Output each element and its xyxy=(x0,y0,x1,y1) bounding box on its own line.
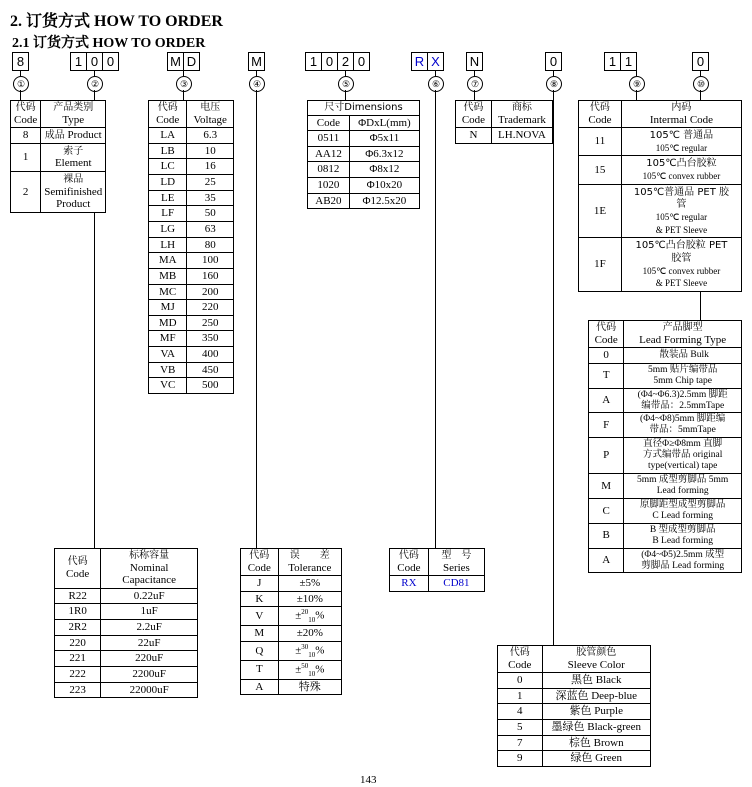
table-row xyxy=(149,284,234,300)
table-cell: 成品 Product xyxy=(41,128,106,144)
table-header: 胶管颜色 Sleeve Color xyxy=(542,646,651,673)
table-row xyxy=(390,576,485,592)
table-cell: ±$^{30}_{10}$% xyxy=(278,641,341,660)
table-cell: (Φ4~Φ5)2.5mm 成型 剪脚品 Lead forming xyxy=(624,548,742,573)
table-cell: ±$^{20}_{10}$% xyxy=(278,607,341,626)
table-cell: 222 xyxy=(55,666,101,682)
table-cell: LA xyxy=(149,128,187,144)
table-header: 产品脚型 Lead Forming Type xyxy=(624,321,742,348)
table-row xyxy=(241,607,342,626)
table-cell: 221 xyxy=(55,651,101,667)
table-cell: 105℃普通品 PET 胶 管 105℃ regular & PET Sleeve xyxy=(621,184,741,238)
table-cell: 8 xyxy=(11,128,41,144)
table-cell: A xyxy=(589,388,624,413)
table-cell: MC xyxy=(149,284,187,300)
table-cell: Φ6.3x12 xyxy=(349,146,419,162)
table-row xyxy=(498,751,651,767)
table-cell: VA xyxy=(149,347,187,363)
voltage-table xyxy=(148,100,234,394)
table-row xyxy=(589,523,742,548)
table-row xyxy=(579,238,742,292)
lead-line xyxy=(183,71,184,76)
page-title: 2. 订货方式 HOW TO ORDER xyxy=(10,13,223,30)
table-header: 商标 Trademark xyxy=(491,101,552,128)
lead-line xyxy=(256,90,257,548)
table-row xyxy=(149,237,234,253)
table-cell: LE xyxy=(149,190,187,206)
pn-group-6 xyxy=(411,52,444,71)
pn-cell: 1 xyxy=(620,52,637,71)
table-row xyxy=(498,735,651,751)
table-cell: 2 xyxy=(11,172,41,213)
table-header: 代码 Code xyxy=(589,321,624,348)
table-cell: 黑色 Black xyxy=(542,673,651,689)
lead-line xyxy=(553,90,554,645)
table-header: 代码 Code xyxy=(579,101,622,128)
table-row xyxy=(149,253,234,269)
internal-code-table xyxy=(578,100,742,292)
table-cell: LH xyxy=(149,237,187,253)
table-cell: M xyxy=(589,474,624,499)
table-row xyxy=(589,438,742,474)
table-cell: MB xyxy=(149,268,187,284)
table-row xyxy=(11,172,106,213)
table-cell: 原脚距型成型剪脚品 C Lead forming xyxy=(624,498,742,523)
lead-forming-table xyxy=(588,320,742,573)
table-cell: 深蓝色 Deep-blue xyxy=(542,688,651,704)
table-row xyxy=(55,620,198,636)
table-cell: 0511 xyxy=(308,131,350,147)
lead-line xyxy=(345,90,346,100)
table-cell: 紫色 Purple xyxy=(542,704,651,720)
table-header: 误 差 Tolerance xyxy=(278,549,341,576)
pn-group-8 xyxy=(545,52,562,71)
table-row xyxy=(308,178,420,194)
table-cell: 15 xyxy=(579,156,622,184)
table-header: 代码 Code xyxy=(11,101,41,128)
table-cell: F xyxy=(589,413,624,438)
table-row xyxy=(149,190,234,206)
table-cell: ±20% xyxy=(278,626,341,642)
table-header: 标称容量 Nominal Capacitance xyxy=(101,549,198,589)
table-cell: 5mm 贴片编带品 5mm Chip tape xyxy=(624,363,742,388)
sleeve-color-table xyxy=(497,645,651,767)
table-row xyxy=(55,666,198,682)
pn-cell: 0 xyxy=(102,52,119,71)
table-row xyxy=(579,128,742,156)
pn-group-1 xyxy=(12,52,29,71)
table-row xyxy=(11,128,106,144)
table-row xyxy=(149,315,234,331)
table-cell: LG xyxy=(149,221,187,237)
table-header: 产品类别 Type xyxy=(41,101,106,128)
table-row xyxy=(456,128,553,144)
table-row xyxy=(498,704,651,720)
table-cell: 35 xyxy=(187,190,234,206)
marker-4: ④ xyxy=(249,76,265,92)
table-row xyxy=(241,576,342,592)
pn-group-3 xyxy=(167,52,200,71)
table-row xyxy=(589,498,742,523)
table-cell: LD xyxy=(149,175,187,191)
pn-cell: 0 xyxy=(86,52,103,71)
table-row xyxy=(149,128,234,144)
table-cell: 0812 xyxy=(308,162,350,178)
lead-line xyxy=(256,71,257,76)
dimensions-table xyxy=(307,100,420,209)
table-cell: 2.2uF xyxy=(101,620,198,636)
table-row xyxy=(579,184,742,238)
table-cell: 墨绿色 Black-green xyxy=(542,720,651,736)
lead-line xyxy=(435,90,436,548)
table-cell: 绿色 Green xyxy=(542,751,651,767)
marker-7: ⑦ xyxy=(467,76,483,92)
table-row xyxy=(55,588,198,604)
table-row xyxy=(149,362,234,378)
table-cell: Φ12.5x20 xyxy=(349,193,419,209)
table-row xyxy=(149,347,234,363)
table-cell: 450 xyxy=(187,362,234,378)
table-cell: 1 xyxy=(498,688,543,704)
table-header: ΦDxL(mm) xyxy=(349,115,419,131)
table-header: 代码 Code xyxy=(241,549,279,576)
table-row xyxy=(241,660,342,679)
table-header: 型 号 Series xyxy=(428,549,484,576)
pn-group-4 xyxy=(248,52,265,71)
table-row xyxy=(149,378,234,394)
table-cell: C xyxy=(589,498,624,523)
table-cell: 160 xyxy=(187,268,234,284)
table-cell: 裸品 Semifinished Product xyxy=(41,172,106,213)
table-cell: 10 xyxy=(187,143,234,159)
table-cell: 105℃凸台胶粒 105℃ convex rubber xyxy=(621,156,741,184)
marker-2: ② xyxy=(87,76,103,92)
table-cell: Φ8x12 xyxy=(349,162,419,178)
table-row xyxy=(498,673,651,689)
table-row xyxy=(149,143,234,159)
table-cell: Q xyxy=(241,641,279,660)
lead-line xyxy=(636,71,637,76)
table-cell: ±10% xyxy=(278,591,341,607)
page-number: 143 xyxy=(360,774,377,786)
table-row xyxy=(308,162,420,178)
table-header: 电压 Voltage xyxy=(187,101,234,128)
series-table xyxy=(389,548,485,592)
table-cell: 棕色 Brown xyxy=(542,735,651,751)
pn-cell: 0 xyxy=(353,52,370,71)
table-row xyxy=(149,331,234,347)
table-cell: 1E xyxy=(579,184,622,238)
table-cell: 1 xyxy=(11,143,41,171)
table-cell: J xyxy=(241,576,279,592)
pn-cell: 8 xyxy=(12,52,29,71)
tolerance-table xyxy=(240,548,342,695)
lead-line xyxy=(435,71,436,76)
table-row xyxy=(55,651,198,667)
trademark-table xyxy=(455,100,553,144)
table-cell: 4 xyxy=(498,704,543,720)
lead-line xyxy=(94,71,95,76)
table-cell: 500 xyxy=(187,378,234,394)
pn-cell: 1 xyxy=(70,52,87,71)
table-cell: 散装品 Bulk xyxy=(624,348,742,364)
table-row xyxy=(589,388,742,413)
lead-line xyxy=(474,71,475,76)
table-header: 代码 Code xyxy=(498,646,543,673)
table-row xyxy=(55,635,198,651)
lead-line xyxy=(20,90,21,100)
lead-line xyxy=(345,71,346,76)
table-cell: 11 xyxy=(579,128,622,156)
table-row xyxy=(308,131,420,147)
table-row xyxy=(55,682,198,698)
table-cell: 50 xyxy=(187,206,234,222)
table-cell: 索子 Element xyxy=(41,143,106,171)
table-cell: M xyxy=(241,626,279,642)
table-cell: 100 xyxy=(187,253,234,269)
table-cell: MJ xyxy=(149,300,187,316)
table-cell: 16 xyxy=(187,159,234,175)
table-cell: 22000uF xyxy=(101,682,198,698)
table-row xyxy=(308,146,420,162)
pn-cell: M xyxy=(248,52,265,71)
lead-line xyxy=(183,90,184,100)
marker-1: ① xyxy=(13,76,29,92)
marker-8: ⑧ xyxy=(546,76,562,92)
table-cell: 25 xyxy=(187,175,234,191)
table-row xyxy=(241,626,342,642)
table-cell: LH.NOVA xyxy=(491,128,552,144)
table-cell: 7 xyxy=(498,735,543,751)
table-cell: 200 xyxy=(187,284,234,300)
table-row xyxy=(498,720,651,736)
table-cell: A xyxy=(589,548,624,573)
table-cell: 223 xyxy=(55,682,101,698)
table-cell: (Φ4~Φ8)5mm 脚距编 带品：5mmTape xyxy=(624,413,742,438)
table-header: Code xyxy=(308,115,350,131)
pn-cell: 0 xyxy=(692,52,709,71)
table-cell: CD81 xyxy=(428,576,484,592)
lead-line xyxy=(553,71,554,76)
table-cell: LC xyxy=(149,159,187,175)
section-title: 2.1 订货方式 HOW TO ORDER xyxy=(12,36,206,51)
table-row xyxy=(149,159,234,175)
table-cell: P xyxy=(589,438,624,474)
table-row xyxy=(579,156,742,184)
table-cell: 1R0 xyxy=(55,604,101,620)
lead-line xyxy=(700,71,701,76)
table-cell: 特殊 xyxy=(278,679,341,695)
table-row xyxy=(149,300,234,316)
table-row xyxy=(149,268,234,284)
lead-line xyxy=(20,71,21,76)
table-cell: (Φ4~Φ6.3)2.5mm 脚距 编带品：2.5mmTape xyxy=(624,388,742,413)
table-cell: K xyxy=(241,591,279,607)
marker-5: ⑤ xyxy=(338,76,354,92)
table-row xyxy=(11,143,106,171)
table-cell: ±5% xyxy=(278,576,341,592)
table-row xyxy=(149,221,234,237)
table-cell: 350 xyxy=(187,331,234,347)
table-row xyxy=(149,206,234,222)
table-cell: MD xyxy=(149,315,187,331)
table-cell: 220 xyxy=(187,300,234,316)
table-row xyxy=(149,175,234,191)
table-cell: MA xyxy=(149,253,187,269)
pn-cell: 2 xyxy=(337,52,354,71)
table-row xyxy=(308,193,420,209)
table-row xyxy=(589,548,742,573)
marker-9: ⑨ xyxy=(629,76,645,92)
table-cell: 直径Φ≥Φ8mm 直脚 方式编带品 original type(vertical) tape xyxy=(624,438,742,474)
table-cell: 63 xyxy=(187,221,234,237)
pn-group-9 xyxy=(604,52,637,71)
table-row xyxy=(498,688,651,704)
table-cell: 0.22uF xyxy=(101,588,198,604)
table-cell: 80 xyxy=(187,237,234,253)
table-cell: VC xyxy=(149,378,187,394)
table-cell: 220uF xyxy=(101,651,198,667)
pn-cell: R xyxy=(411,52,428,71)
table-row xyxy=(55,604,198,620)
lead-line xyxy=(636,90,637,100)
table-cell: T xyxy=(241,660,279,679)
pn-cell: 0 xyxy=(545,52,562,71)
table-row xyxy=(241,641,342,660)
pn-cell: D xyxy=(183,52,200,71)
table-cell: 9 xyxy=(498,751,543,767)
pn-group-2 xyxy=(70,52,119,71)
table-cell: MF xyxy=(149,331,187,347)
table-header: 尺寸Dimensions xyxy=(308,101,420,116)
table-cell: B xyxy=(589,523,624,548)
table-cell: LB xyxy=(149,143,187,159)
table-cell: V xyxy=(241,607,279,626)
table-cell: 1uF xyxy=(101,604,198,620)
table-cell: 250 xyxy=(187,315,234,331)
table-cell: 5mm 成型剪脚品 5mm Lead forming xyxy=(624,474,742,499)
table-cell: Φ5x11 xyxy=(349,131,419,147)
capacitance-table xyxy=(54,548,198,698)
table-cell: Φ10x20 xyxy=(349,178,419,194)
table-row xyxy=(589,413,742,438)
table-cell: 5 xyxy=(498,720,543,736)
table-header: 代码 Code xyxy=(55,549,101,589)
marker-3: ③ xyxy=(176,76,192,92)
marker-6: ⑥ xyxy=(428,76,444,92)
lead-line xyxy=(474,90,475,100)
table-cell: 0 xyxy=(498,673,543,689)
table-row xyxy=(589,363,742,388)
pn-group-7 xyxy=(466,52,483,71)
pn-cell: 0 xyxy=(321,52,338,71)
table-row xyxy=(241,591,342,607)
table-cell: ±$^{50}_{10}$% xyxy=(278,660,341,679)
table-cell: T xyxy=(589,363,624,388)
table-cell: 6.3 xyxy=(187,128,234,144)
pn-cell: N xyxy=(466,52,483,71)
table-cell: 1020 xyxy=(308,178,350,194)
pn-cell: 1 xyxy=(305,52,322,71)
table-cell: LF xyxy=(149,206,187,222)
table-header: 代码 Code xyxy=(149,101,187,128)
table-cell: R22 xyxy=(55,588,101,604)
table-cell: AB20 xyxy=(308,193,350,209)
table-row xyxy=(241,679,342,695)
table-cell: AA12 xyxy=(308,146,350,162)
pn-cell: M xyxy=(167,52,184,71)
table-cell: 105℃ 普通品 105℃ regular xyxy=(621,128,741,156)
marker-10: ⑩ xyxy=(693,76,709,92)
table-cell: 105℃凸台胶粒 PET 胶管 105℃ convex rubber & PET Sleeve xyxy=(621,238,741,292)
table-cell: 0 xyxy=(589,348,624,364)
table-cell: 2200uF xyxy=(101,666,198,682)
type-table xyxy=(10,100,106,213)
table-cell: N xyxy=(456,128,492,144)
pn-cell: X xyxy=(427,52,444,71)
table-cell: 2R2 xyxy=(55,620,101,636)
table-cell: B 型成型剪脚品 B Lead forming xyxy=(624,523,742,548)
table-cell: 220 xyxy=(55,635,101,651)
table-header: 内码 Intermal Code xyxy=(621,101,741,128)
table-row xyxy=(589,348,742,364)
table-cell: 1F xyxy=(579,238,622,292)
table-cell: RX xyxy=(390,576,429,592)
pn-group-5 xyxy=(305,52,370,71)
table-cell: VB xyxy=(149,362,187,378)
pn-cell: 1 xyxy=(604,52,621,71)
table-cell: A xyxy=(241,679,279,695)
table-header: 代码 Code xyxy=(390,549,429,576)
pn-group-10 xyxy=(692,52,709,71)
table-cell: 22uF xyxy=(101,635,198,651)
table-header: 代码 Code xyxy=(456,101,492,128)
table-cell: 400 xyxy=(187,347,234,363)
table-row xyxy=(589,474,742,499)
